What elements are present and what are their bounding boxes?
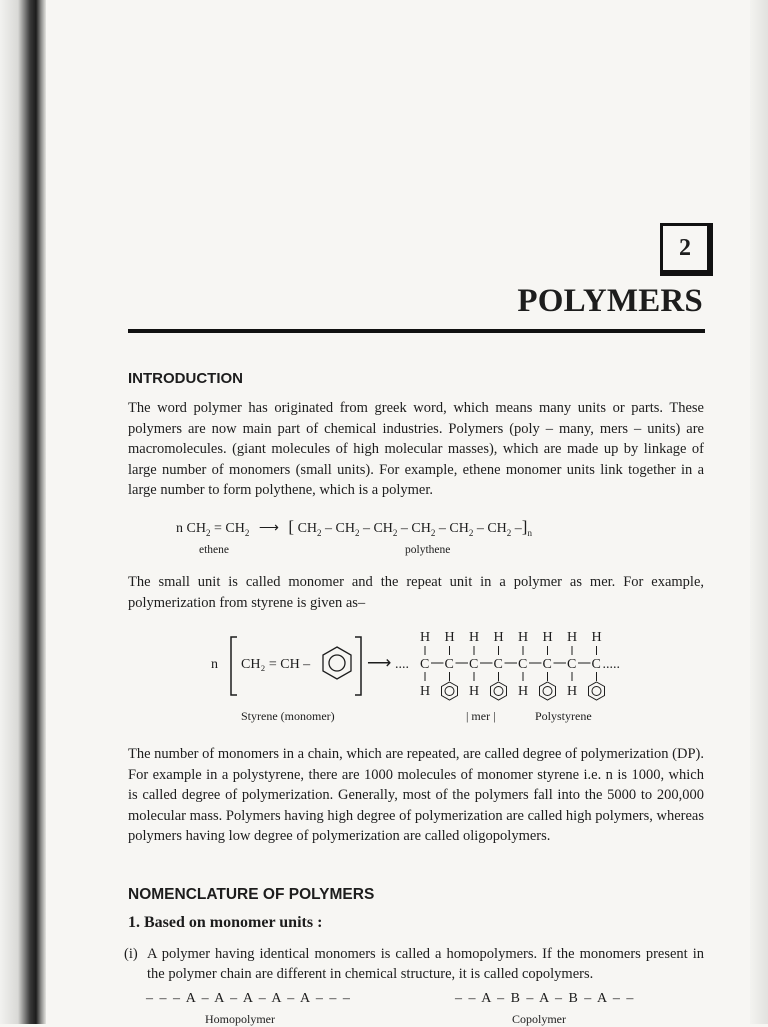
chain-bottom-hydrogen: H (420, 684, 431, 699)
chain-carbon: C (444, 657, 454, 672)
intro-paragraph-2: The small unit is called monomer and the repeat unit in a polymer as mer. For example, polymerization from styrene is given as– (128, 574, 704, 611)
intro-paragraph-3: The number of monomers in a chain, which are repeated, are called degree of polymerization (DP). For example in a polystyrene, there are 1000 molecules of monomer styrene i.e. n is 1000, which is called degree of polymerization. Generally, most of the polymers fall into the 5000 to 200,000 molecular mass. Polymers having high degree of polymerization are called high polymers, whereas polymers having low degree of polymerization are called oligopolymers. (128, 746, 704, 844)
chain-top-hydrogen: H (469, 630, 480, 645)
chapter-title: POLYMERS (517, 283, 703, 319)
chain-carbon: C (591, 657, 601, 672)
chain-carbon: C (493, 657, 503, 672)
copolymer-label: Copolymer (512, 1012, 566, 1026)
chain-carbon: C (420, 657, 430, 672)
page-edge-shadow (750, 0, 768, 1024)
copolymer-chain: – – A – B – A – B – A – – (455, 991, 635, 1006)
chain-bottom-hydrogen: H (469, 684, 480, 699)
phenyl-ring-icon (589, 682, 605, 700)
chain-carbon: C (518, 657, 528, 672)
chain-top-hydrogen: H (444, 630, 455, 645)
phenyl-ring-icon (540, 682, 556, 700)
reaction-arrow: ⟶ (367, 653, 392, 672)
mer-label: | mer | (466, 709, 496, 723)
section-heading-nomenclature: NOMENCLATURE OF POLYMERS (128, 886, 375, 903)
chain-top-hydrogen: H (542, 630, 553, 645)
chain-carbon: C (567, 657, 577, 672)
ethene-reaction: n $CH_2 = CH_2$ ⟶ [ $CH_2 - CH_2 - CH_2 - CH_2 - CH_2 - CH_2$ $-]_n$ (176, 517, 532, 538)
styrene-monomer-label: Styrene (monomer) (241, 709, 335, 723)
chain-top-hydrogen: H (518, 630, 529, 645)
chain-bottom-hydrogen: H (567, 684, 578, 699)
styrene-formula: CH₂ = CH – (241, 657, 311, 672)
chain-dots-right: ..... (602, 657, 620, 672)
polystyrene-label: Polystyrene (535, 709, 592, 723)
homopolymer-label: Homopolymer (205, 1012, 275, 1026)
chain-carbon: C (469, 657, 479, 672)
ethene-label: ethene (199, 544, 230, 556)
chain-carbon: C (542, 657, 552, 672)
title-rule (128, 329, 705, 333)
chain-top-hydrogen: H (493, 630, 504, 645)
chapter-number-box (660, 223, 713, 276)
chain-top-hydrogen: H (567, 630, 578, 645)
polythene-label: polythene (405, 544, 451, 556)
chain-top-hydrogen: H (591, 630, 602, 645)
styrene-coefficient: n (211, 657, 218, 672)
polystyrene-chain (395, 630, 620, 700)
nomenclature-item-i: (i) A polymer having identical monomers is called a homopolymers. If the monomers present in the polymer chain are different in chemical structure, it is called copolymers. (124, 946, 704, 982)
homopolymer-chain: – – – A – A – A – A – A – – – (146, 991, 352, 1006)
chain-top-hydrogen: H (420, 630, 431, 645)
subheading-based-on-monomer: 1. Based on monomer units : (128, 914, 323, 931)
intro-paragraph-1: The word polymer has originated from greek word, which means many units or parts. These polymers are now main part of chemical industries. Polymers (poly – many, mers – units) are macromolecules. (giant molecules of high molecular masses), which are made up by linkage of large number of monomers (small units). For example, ethene monomer units link together in a large number to form polythene, which is a polymer. (128, 400, 704, 498)
styrene-reaction-diagram (205, 625, 645, 707)
phenyl-ring-icon (442, 682, 458, 700)
page-binding-shadow (0, 0, 46, 1024)
section-heading-introduction: INTRODUCTION (128, 370, 243, 387)
phenyl-ring-icon (491, 682, 507, 700)
chain-bottom-hydrogen: H (518, 684, 529, 699)
chain-dots-left: .... (395, 657, 409, 672)
chapter-number: 2 (679, 235, 691, 261)
benzene-ring (323, 647, 351, 679)
